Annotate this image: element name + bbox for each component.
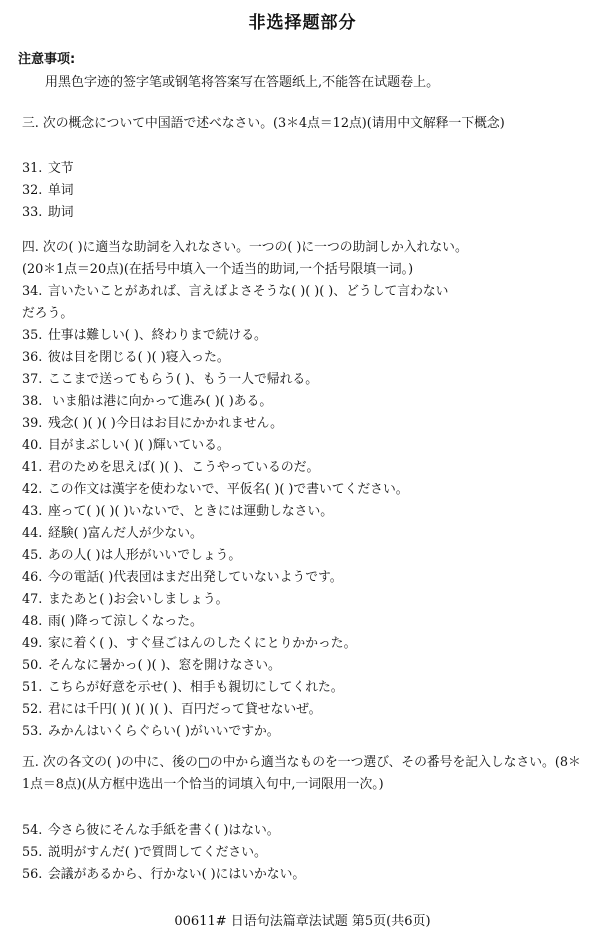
question-item bbox=[22, 504, 333, 520]
question-item bbox=[22, 614, 203, 630]
question-number: 32. bbox=[22, 183, 43, 198]
question-text: 今さら彼にそんな手紙を書く( )はない。 bbox=[48, 823, 280, 838]
question-text: 雨( )降って涼しくなった。 bbox=[48, 614, 203, 629]
question-item bbox=[22, 680, 344, 696]
section5-header: 五. 次の各文の( )の中に、後の□の中から適当なものを一つ選び、その番号を記入しなさい。(8＊1点＝8点)(从方框中选出一个恰当的词填入句中,一词限用一次。) bbox=[22, 755, 581, 792]
question-text: 今の電話( )代表団はまだ出発していないようです。 bbox=[48, 570, 343, 585]
question-number: 31. bbox=[22, 161, 43, 176]
question-item bbox=[22, 845, 267, 861]
question-text: 経験( )富んだ人が少ない。 bbox=[48, 526, 203, 541]
question-item bbox=[22, 867, 305, 883]
question-item bbox=[22, 592, 228, 608]
question-number: 38. bbox=[22, 394, 43, 409]
question-number: 39. bbox=[22, 416, 43, 431]
question-item bbox=[22, 482, 409, 498]
question-item bbox=[22, 570, 343, 586]
question-number: 36. bbox=[22, 350, 43, 365]
question-text: 説明がすんだ( )で質問してください。 bbox=[48, 845, 267, 860]
question-text: 君には千円( )( )( )( )、百円だって貸せないぜ。 bbox=[48, 702, 322, 717]
question-text: 会議があるから、行かない( )にはいかない。 bbox=[48, 867, 306, 882]
section4-header-line1: 四. 次の( )に適当な助詞を入れなさい。一つの( )に一つの助詞しか入れない。 bbox=[22, 240, 468, 255]
page-footer: 00611# 日语句法篇章法试题 第5页(共6页) bbox=[174, 914, 431, 929]
question-text: こちらが好意を示せ( )、相手も親切にしてくれた。 bbox=[48, 680, 344, 695]
question-number: 52. bbox=[22, 702, 43, 717]
question-number: 45. bbox=[22, 548, 43, 563]
question-item bbox=[22, 658, 281, 674]
question-item bbox=[22, 350, 230, 366]
question-number: 47. bbox=[22, 592, 43, 607]
question-item bbox=[22, 416, 283, 432]
question-text: そんなに暑かっ( )( )、窓を開けなさい。 bbox=[48, 658, 281, 673]
question-item bbox=[22, 328, 267, 344]
question-item bbox=[22, 548, 241, 564]
question-text: 座って( )( )( )いないで、ときには運動しなさい。 bbox=[48, 504, 334, 519]
question-item bbox=[22, 460, 319, 476]
question-number: 54. bbox=[22, 823, 43, 838]
question-text: あの人( )は人形がいいでしょう。 bbox=[48, 548, 242, 563]
notes-label: 注意事项: bbox=[18, 52, 76, 67]
question-number: 44. bbox=[22, 526, 43, 541]
question-text: みかんはいくらぐらい( )がいいですか。 bbox=[48, 724, 280, 739]
question-number: 56. bbox=[22, 867, 43, 882]
question-item bbox=[22, 205, 74, 221]
question-item bbox=[22, 183, 74, 199]
question-item bbox=[22, 702, 321, 718]
question-text: 言いたいことがあれば、言えばよさそうな( )( )( )、どうして言わない bbox=[48, 284, 449, 299]
question-continuation bbox=[22, 306, 73, 322]
question-text: 残念( )( )( )今日はお目にかかれません。 bbox=[48, 416, 283, 431]
question-text: 君のためを思えば( )( )、こうやっているのだ。 bbox=[48, 460, 320, 475]
notes-text: 用黑色字迹的签字笔或钢笔将答案写在答题纸上,不能答在试题卷上。 bbox=[45, 75, 440, 90]
question-text: だろう。 bbox=[22, 306, 74, 321]
question-number: 40. bbox=[22, 438, 43, 453]
question-item bbox=[22, 394, 272, 410]
question-item bbox=[22, 161, 74, 177]
question-number: 51. bbox=[22, 680, 43, 695]
question-number: 37. bbox=[22, 372, 43, 387]
page-title: 非选择题部分 bbox=[248, 13, 357, 33]
question-number: 43. bbox=[22, 504, 43, 519]
question-item bbox=[22, 438, 230, 454]
question-text: 彼は目を閉じる( )( )寝入った。 bbox=[48, 350, 230, 365]
question-item bbox=[22, 724, 280, 740]
question-text: ここまで送ってもらう( )、もう一人で帰れる。 bbox=[48, 372, 318, 387]
section3-header: 三. 次の概念について中国語で述べなさい。(3＊4点＝12点)(请用中文解释一下概念) bbox=[22, 116, 505, 131]
question-number: 50. bbox=[22, 658, 43, 673]
question-text: 单词 bbox=[48, 183, 74, 198]
question-number: 48. bbox=[22, 614, 43, 629]
question-number: 46. bbox=[22, 570, 43, 585]
question-text: いま船は港に向かって進み( )( )ある。 bbox=[48, 394, 273, 409]
question-text: 目がまぶしい( )( )輝いている。 bbox=[48, 438, 230, 453]
question-item bbox=[22, 636, 356, 652]
question-number: 33. bbox=[22, 205, 43, 220]
question-item bbox=[22, 372, 318, 388]
question-item bbox=[22, 823, 280, 839]
question-item bbox=[22, 284, 448, 300]
question-text: 文节 bbox=[48, 161, 74, 176]
question-text: 仕事は難しい( )、終わりまで続ける。 bbox=[48, 328, 267, 343]
question-text: またあと( )お会いしましょう。 bbox=[48, 592, 229, 607]
question-number: 34. bbox=[22, 284, 43, 299]
question-item bbox=[22, 526, 203, 542]
question-number: 41. bbox=[22, 460, 43, 475]
question-text: 助词 bbox=[48, 205, 74, 220]
question-number: 53. bbox=[22, 724, 43, 739]
question-number: 42. bbox=[22, 482, 43, 497]
question-number: 55. bbox=[22, 845, 43, 860]
question-number: 49. bbox=[22, 636, 43, 651]
section4-header-line2: (20＊1点＝20点)(在括号中填入一个适当的助词,一个括号限填一词。) bbox=[22, 262, 414, 277]
question-text: 家に着く( )、すぐ昼ごはんのしたくにとりかかった。 bbox=[48, 636, 357, 651]
question-number: 35. bbox=[22, 328, 43, 343]
question-text: この作文は漢字を使わないで、平仮名( )( )で書いてください。 bbox=[48, 482, 409, 497]
